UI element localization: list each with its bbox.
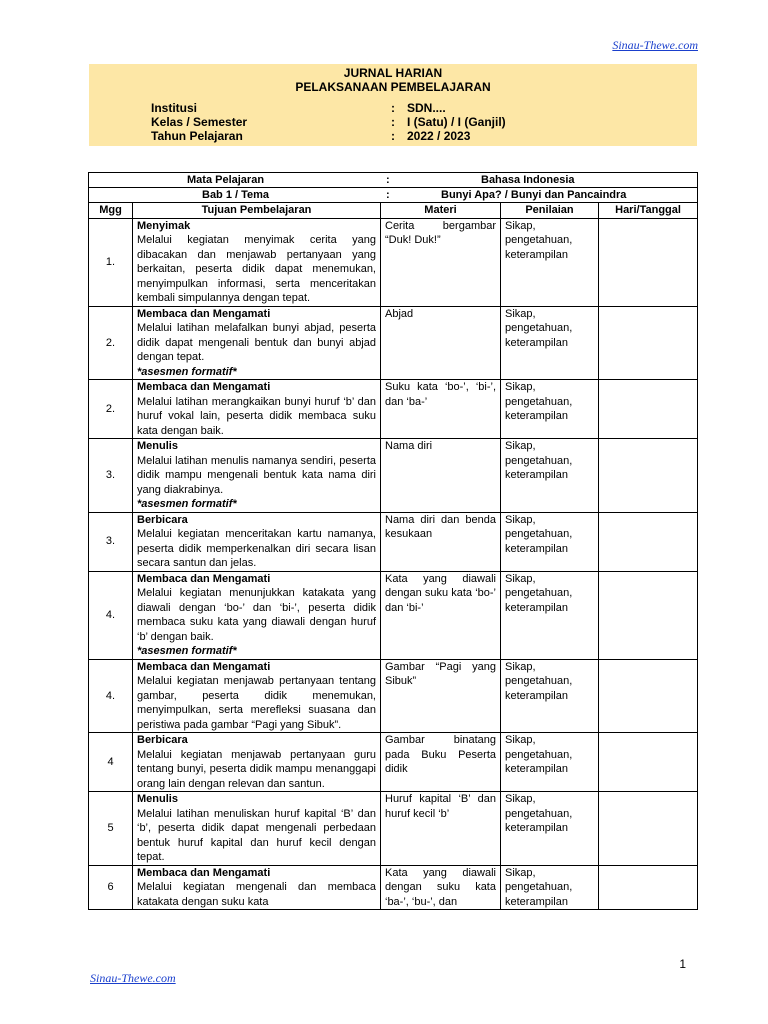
week-cell: 3. [89,439,133,513]
goal-text: Melalui kegiatan menjawab pertanyaan guru tentang bunyi, peserta didik mampu menanggapi orang lain dengan relevan dan santun. [137,748,376,790]
week-cell: 6 [89,865,133,910]
journal-subtitle: PELAKSANAAN PEMBELAJARAN [295,80,491,94]
materi-cell: Gambar binatang pada Buku Peserta didik [381,733,501,792]
meta-row-theme [89,188,698,203]
goal-cell [133,659,381,733]
week-cell: 4. [89,571,133,659]
goal-cell [133,865,381,910]
penilaian-cell: Sikap, pengetahuan, keterampilan [501,659,599,733]
goal-text: Melalui kegiatan mengenali dan membaca katakata dengan suku kata [137,881,376,908]
goal-text: Melalui kegiatan menyimak cerita yang dibacakan dan menjawab pertanyaan yang berkaitan, peserta didik dapat menemukan, menyimpulkan informasi, serta menceritakan kembali simpulannya dengan tepat. [137,234,376,304]
goal-text: Melalui latihan melafalkan bunyi abjad, peserta didik dapat mengenali bentuk dan bunyi abjad dengan tepat. [137,322,376,363]
info-row-institusi: Institusi : SDN.... [151,101,446,115]
asesmen-note: *asesmen formatif* [137,498,237,510]
table-row [89,733,698,792]
journal-header [89,64,697,146]
col-hari: Hari/Tanggal [599,203,698,219]
date-cell[interactable] [599,659,698,733]
date-cell[interactable] [599,218,698,306]
materi-cell: Kata yang diawali dengan suku kata ‘ba-’, ‘bu-’, dan [381,865,501,910]
materi-cell: Nama diri dan benda kesukaan [381,512,501,571]
goal-title: Membaca dan Mengamati [137,660,271,673]
penilaian-cell: Sikap, pengetahuan, keterampilan [501,571,599,659]
date-cell[interactable] [599,865,698,910]
page-number: 1 [679,957,686,971]
goal-title: Membaca dan Mengamati [137,381,271,393]
column-header-row [89,203,698,219]
goal-cell [133,218,381,306]
theme-key: Bab 1 / Tema [202,189,270,201]
week-cell: 1. [89,218,133,306]
materi-cell: Cerita bergambar “Duk! Duk!” [381,218,501,306]
date-cell[interactable] [599,439,698,513]
materi-cell: Huruf kapital ‘B’ dan huruf kecil ‘b’ [381,792,501,866]
week-cell: 2. [89,306,133,380]
date-cell[interactable] [599,380,698,439]
penilaian-cell: Sikap, pengetahuan, keterampilan [501,380,599,439]
penilaian-cell: Sikap, pengetahuan, keterampilan [501,733,599,792]
goal-text: Melalui latihan merangkaikan bunyi huruf ‘b’ dan huruf vokal lain, peserta didik membaca suku kata dengan baik. [137,395,376,437]
goal-title: Menyimak [137,219,191,232]
goal-cell [133,380,381,439]
goal-title: Menulis [137,440,178,452]
site-link-top[interactable]: Sinau-Thewe.com [612,38,698,52]
table-row [89,571,698,659]
table-row [89,865,698,910]
journal-title: JURNAL HARIAN [343,66,443,80]
table-row [89,512,698,571]
week-cell: 5 [89,792,133,866]
table-row [89,380,698,439]
week-cell: 2. [89,380,133,439]
materi-cell: Nama diri [381,439,501,513]
table-row [89,306,698,380]
goal-text: Melalui latihan menulis namanya sendiri, peserta didik mampu mengenali bentuk kata nama diri yang diakrabinya. [137,454,376,496]
meta-row-subject [89,173,698,188]
table-body [89,218,698,910]
date-cell[interactable] [599,512,698,571]
subject-key: Mata Pelajaran [187,174,265,186]
goal-title: Berbicara [137,734,188,746]
goal-text: Melalui kegiatan menceritakan kartu namanya, peserta didik memperkenalkan diri secara lisan secara santun dan jelas. [137,528,376,569]
goal-cell [133,439,381,513]
theme-value: Bunyi Apa? / Bunyi dan Pancaindra [441,189,627,201]
goal-cell [133,306,381,380]
goal-cell [133,792,381,866]
materi-cell: Kata yang diawali dengan suku kata ‘bo-’ dan ‘bi-’ [381,571,501,659]
materi-cell: Abjad [381,306,501,380]
table-row [89,439,698,513]
subject-colon: : [386,174,390,186]
penilaian-cell: Sikap, pengetahuan, keterampilan [501,865,599,910]
goal-text: Melalui kegiatan menunjukkan katakata yang diawali dengan ‘bo-’ dan ‘bi-’, peserta didik membaca suku kata yang diawali dengan huruf ‘b’ dengan baik. [137,587,376,643]
date-cell[interactable] [599,792,698,866]
goal-cell [133,733,381,792]
goal-cell [133,512,381,571]
date-cell[interactable] [599,733,698,792]
goal-text: Melalui latihan menuliskan huruf kapital ‘B’ dan ‘b’, peserta didik dapat mengenali perbedaan bentuk huruf kapital dan huruf kecil dengan tepat. [137,807,376,863]
info-row-kelas: Kelas / Semester : I (Satu) / I (Ganjil) [151,115,506,129]
asesmen-note: *asesmen formatif* [137,645,237,657]
goal-title: Menulis [137,793,178,805]
week-cell: 4 [89,733,133,792]
goal-cell [133,571,381,659]
penilaian-cell: Sikap, pengetahuan, keterampilan [501,792,599,866]
col-penilaian: Penilaian [501,203,599,219]
date-cell[interactable] [599,571,698,659]
goal-title: Membaca dan Mengamati [137,866,271,879]
table-row [89,659,698,733]
info-row-tahun: Tahun Pelajaran : 2022 / 2023 [151,129,471,143]
col-mgg: Mgg [89,203,133,219]
penilaian-cell: Sikap, pengetahuan, keterampilan [501,512,599,571]
journal-table [88,172,698,910]
week-cell: 4. [89,659,133,733]
penilaian-cell: Sikap, pengetahuan, keterampilan [501,439,599,513]
penilaian-cell: Sikap, pengetahuan, keterampilan [501,306,599,380]
penilaian-cell: Sikap, pengetahuan, keterampilan [501,218,599,306]
materi-cell: Suku kata ‘bo-’, ‘bi-’, dan ‘ba-’ [381,380,501,439]
site-link-bottom[interactable]: Sinau-Thewe.com [90,971,176,985]
date-cell[interactable] [599,306,698,380]
goal-title: Membaca dan Mengamati [137,307,271,320]
materi-cell: Gambar “Pagi yang Sibuk” [381,659,501,733]
asesmen-note: *asesmen formatif* [137,365,237,378]
goal-title: Berbicara [137,513,188,526]
week-cell: 3. [89,512,133,571]
col-materi: Materi [381,203,501,219]
col-tujuan: Tujuan Pembelajaran [133,203,381,219]
table-row [89,218,698,306]
theme-colon: : [386,189,390,201]
goal-title: Membaca dan Mengamati [137,572,271,585]
goal-text: Melalui kegiatan menjawab pertanyaan tentang gambar, peserta didik menemukan, menyimpulkan, serta merefleksi suasana dan peristiwa pada gambar “Pagi yang Sibuk”. [137,675,376,731]
table-row [89,792,698,866]
subject-value: Bahasa Indonesia [481,174,575,186]
